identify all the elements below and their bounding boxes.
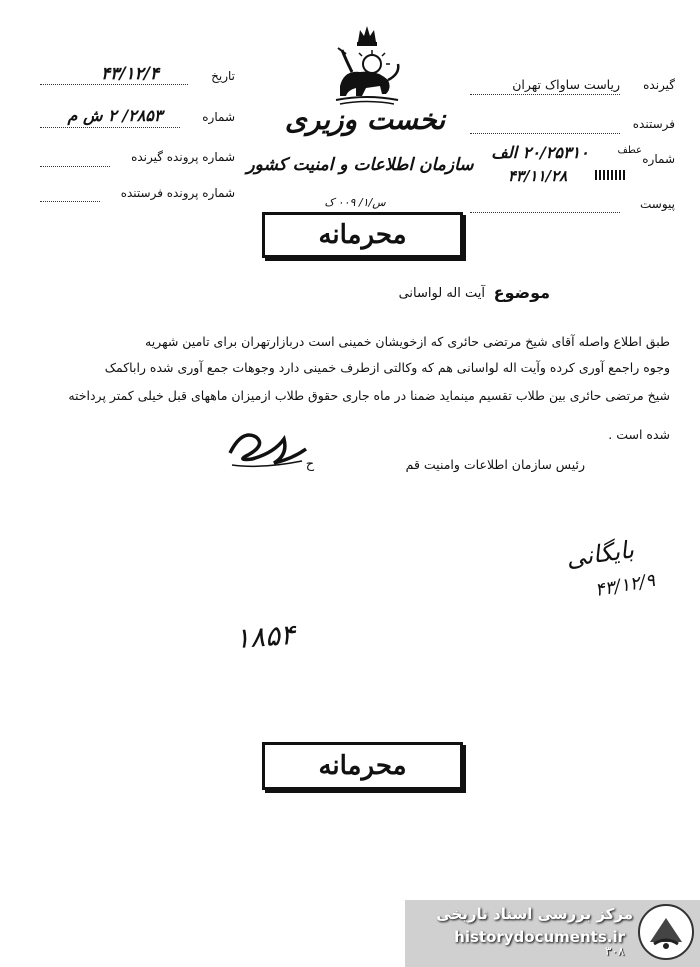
receiver-value: ریاست ساواک تهران bbox=[512, 77, 620, 92]
attachment-dotted-line bbox=[470, 212, 620, 213]
body-line-1: طبق اطلاع واصله آقای شیخ مرتضی حائری که ازخویشان خمینی است دربازارتهران برای تامین شهریه bbox=[145, 334, 670, 349]
date-dotted-line bbox=[40, 84, 188, 85]
lion-and-sun-emblem-icon bbox=[322, 20, 412, 110]
sender-label: فرستنده bbox=[632, 117, 675, 131]
number-value: ۲۸۵۳/ ۲ ش م bbox=[67, 106, 163, 125]
page-title: نخست وزیری bbox=[284, 103, 446, 136]
letter-date-value: ۴۳/۱۱/۲۸ bbox=[507, 167, 568, 185]
sender-file-number-label: شماره پرونده فرستنده bbox=[120, 186, 235, 200]
archive-margin-note: بایگانی bbox=[564, 535, 636, 573]
book-logo-icon bbox=[636, 902, 696, 962]
watermark-title: مرکز بررسی اسناد تاریخی bbox=[436, 905, 633, 923]
watermark-code: ۳۰۸ bbox=[605, 944, 625, 958]
attachment-label: پیوست bbox=[640, 197, 675, 211]
handwritten-file-number: ۱۸۵۴ bbox=[233, 617, 297, 656]
date-label: تاریخ bbox=[211, 69, 235, 83]
cancel-scribble bbox=[595, 170, 625, 180]
confidential-stamp-bottom: محرمانه bbox=[262, 742, 463, 790]
body-line-2: وجوه راجمع آوری کرده وآیت اله لواسانی هم که وکالتی ازطرف خمینی دارد وجوهات جمع آوری شده راباکمک bbox=[104, 360, 670, 375]
date-value: ۴۳/۱۲/۴ bbox=[100, 64, 160, 84]
number-dotted-line bbox=[40, 127, 180, 128]
stamp-reference-note: س/۱/ ۰۰۹ ک bbox=[324, 196, 386, 209]
body-line-4: شده است . bbox=[608, 427, 670, 442]
sender-dotted-line bbox=[470, 133, 620, 134]
sender-file-dotted-line bbox=[40, 201, 100, 202]
letter-number-label: شماره bbox=[642, 152, 675, 166]
reference-label: عطف bbox=[617, 145, 642, 156]
watermark-url: historydocuments.ir bbox=[454, 928, 625, 946]
signature-initial: ح bbox=[305, 457, 315, 472]
number-label: شماره bbox=[202, 110, 235, 124]
signature-icon bbox=[222, 425, 312, 475]
body-line-3: شیخ مرتضی حائری بین طلاب تقسیم مینماید ضمنا در ماه جاری حقوق طلاب ازمیزان ماههای قبل خیلی کمتر پرداخته bbox=[68, 388, 670, 403]
signatory-title: رئیس سازمان اطلاعات وامنیت قم bbox=[405, 457, 585, 472]
receiver-file-dotted-line bbox=[40, 166, 110, 167]
receiver-file-number-label: شماره پرونده گیرنده bbox=[131, 150, 235, 164]
archive-margin-date: ۴۳/۱۲/۹ bbox=[593, 569, 657, 602]
confidential-stamp-top: محرمانه bbox=[262, 212, 463, 258]
receiver-dotted-line bbox=[470, 94, 620, 95]
letter-number-value: ۲۰/۲۵۳۱۰ الف bbox=[491, 143, 589, 162]
organization-name: سازمان اطلاعات و امنیت کشور bbox=[246, 155, 474, 175]
subject-label: موضوع bbox=[493, 283, 550, 302]
subject-value: آیت اله لواسانی bbox=[398, 286, 485, 301]
receiver-label: گیرنده bbox=[643, 78, 675, 92]
